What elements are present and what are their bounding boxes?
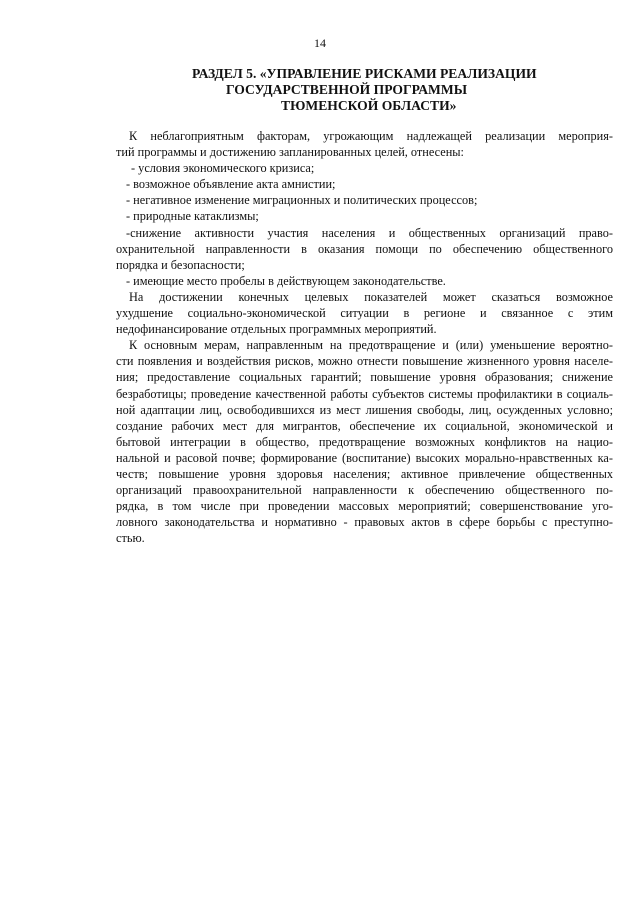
text-line: К основным мерам, направленным на предотвращение и (или) уменьшение вероятно- <box>129 338 613 353</box>
section-title-line: ТЮМЕНСКОЙ ОБЛАСТИ» <box>281 98 457 113</box>
list-item: - имеющие место пробелы в действующем законодательстве. <box>126 273 446 288</box>
text-line: стью. <box>116 531 145 546</box>
text-line: безработицы; проведение качественной работы субъектов системы профилактики в социаль- <box>116 386 613 401</box>
text-line: нальной и расовой почве; формирование (воспитание) высоких морально-нравственных ка- <box>116 450 613 465</box>
risk-list <box>116 160 613 289</box>
section-title-line: РАЗДЕЛ 5. «УПРАВЛЕНИЕ РИСКАМИ РЕАЛИЗАЦИИ <box>192 66 537 81</box>
text-line: бытовой интеграции в общество, предотвращение возможных конфликтов на нацио- <box>116 434 613 449</box>
text-line: охранительной направленности в оказания помощи по обеспечению общественного <box>116 241 613 256</box>
document-body <box>116 128 613 546</box>
text-line: ловного законодательства и нормативно - правовых актов в сфере борьбы с преступно- <box>116 515 613 530</box>
intro-paragraph <box>116 128 613 160</box>
text-line: -снижение активности участия населения и общественных организаций право- <box>126 225 613 240</box>
outcome-paragraph <box>116 289 613 337</box>
section-title <box>150 66 610 114</box>
list-item <box>116 225 613 273</box>
list-item: - природные катаклизмы; <box>126 209 259 224</box>
text-line: создание рабочих мест для мигрантов, обеспечение их социальной, экономической и <box>116 418 613 433</box>
list-item: - негативное изменение миграционных и политических процессов; <box>126 193 478 208</box>
text-line: К неблагоприятным факторам, угрожающим надлежащей реализации мероприя- <box>129 129 613 143</box>
text-line: тий программы и достижению запланированных целей, отнесены: <box>116 145 464 160</box>
text-line: ухудшение социально-экономической ситуации в регионе и связанное с этим <box>116 306 613 321</box>
measures-paragraph <box>116 337 613 546</box>
text-line: На достижении конечных целевых показателей может сказаться возможное <box>129 289 613 304</box>
text-line: организаций правоохранительной направленности к обеспечению общественного по- <box>116 483 613 498</box>
text-line: недофинансирование отдельных программных мероприятий. <box>116 322 437 337</box>
list-item: - возможное объявление акта амнистии; <box>126 177 336 192</box>
text-line: честв; повышение уровня здоровья населения; активное привлечение общественных <box>116 466 613 481</box>
page-number: 14 <box>314 36 326 50</box>
text-line: сти появления и воздействия рисков, можно отнести повышение жизненного уровня населе- <box>116 354 613 369</box>
text-line: порядка и безопасности; <box>116 257 245 272</box>
text-line: рядка, в том числе при проведении массовых мероприятий; совершенствование уго- <box>116 499 613 514</box>
text-line: ния; предоставление социальных гарантий; повышение уровня образования; снижение <box>116 370 613 385</box>
text-line: ной адаптации лиц, освободившихся из мест лишения свободы, лиц, осужденных условно; <box>116 402 613 417</box>
section-title-line: ГОСУДАРСТВЕННОЙ ПРОГРАММЫ <box>226 82 468 97</box>
list-item: - условия экономического кризиса; <box>131 161 315 176</box>
